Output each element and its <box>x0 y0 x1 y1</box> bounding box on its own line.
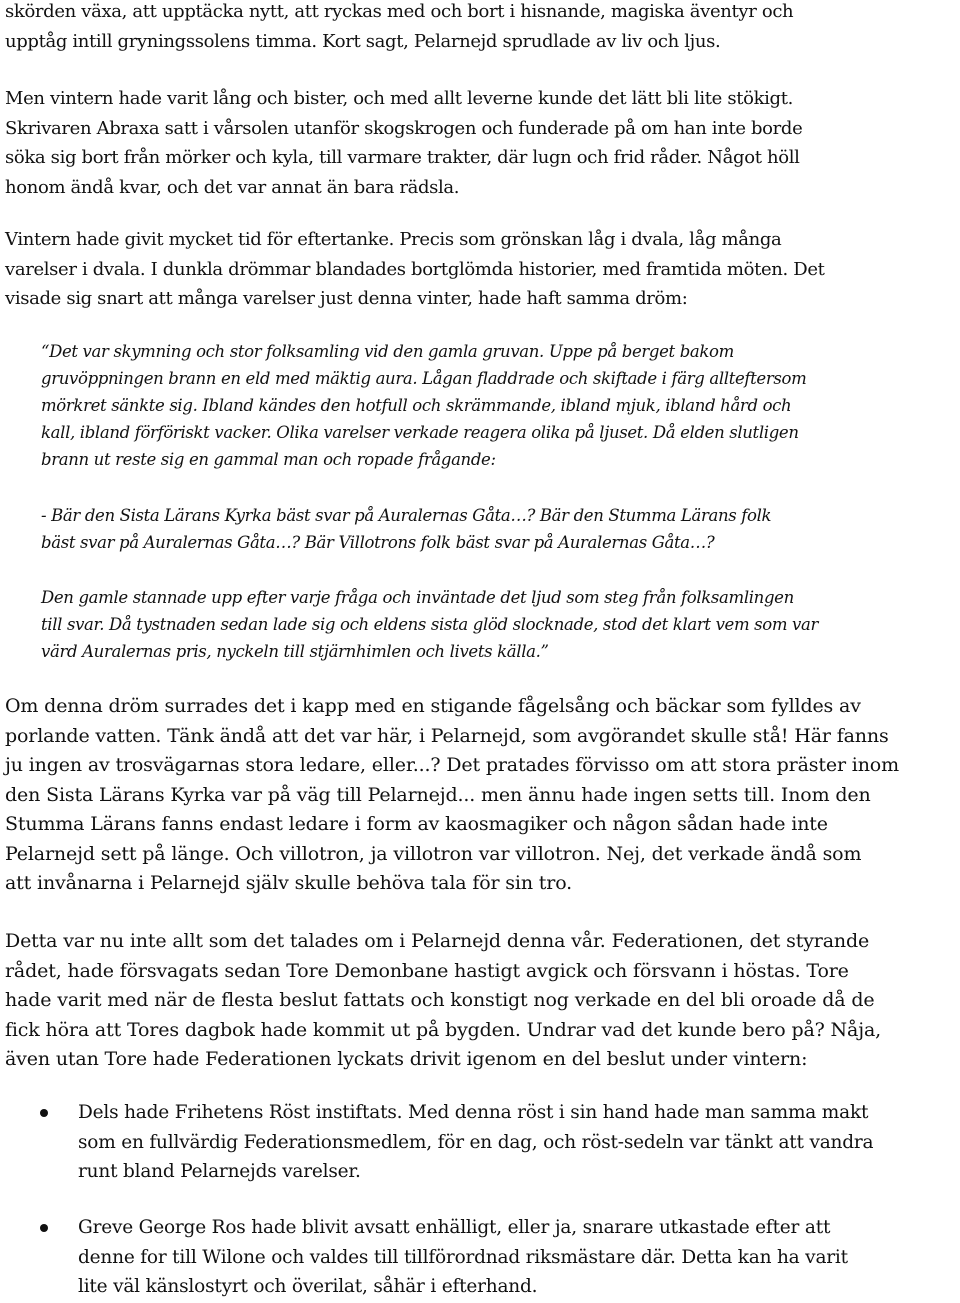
text-line: varelser i dvala. I dunkla drömmar blandades bortglömda historier, med framtida möten. Det <box>5 258 825 280</box>
quote-line: - Bär den Sista Lärans Kyrka bäst svar på Auralernas Gåta…? Bär den Stumma Lärans folk <box>41 506 772 525</box>
quote-line: gruvöppningen brann en eld med mäktig aura. Lågan fladdrade och skiftade i färg allteftersom <box>41 369 807 388</box>
dream-quote-part-2 <box>5 502 941 556</box>
quote-line: bäst svar på Auralernas Gåta…? Bär Villotrons folk bäst svar på Auralernas Gåta…? <box>41 533 715 552</box>
text-line: porlande vatten. Tänk ändå att det var här, i Pelarnejd, som avgörandet skulle stå! Här fanns <box>5 724 889 747</box>
text-line: att invånarna i Pelarnejd själv skulle behöva tala för sin tro. <box>5 872 573 894</box>
text-line: Men vintern hade varit lång och bister, och med allt leverne kunde det lätt bli lite stökigt. <box>5 88 793 109</box>
quote-line: mörkret sänkte sig. Ibland kändes den hotfull och skrämmande, ibland mjuk, ibland hård och <box>41 396 792 415</box>
dream-quote-part-1 <box>5 338 941 473</box>
text-line: ju ingen av trosvägarnas stora ledare, eller...? Det pratades förvisso om att stora präster inom <box>5 754 899 776</box>
text-line: Stumma Lärans fanns endast ledare i form av kaosmagiker och någon sådan hade inte <box>5 813 828 835</box>
quote-line: “Det var skymning och stor folksamling vid den gamla gruvan. Uppe på berget bakom <box>41 342 734 361</box>
text-line: skörden växa, att upptäcka nytt, att ryckas med och bort i hisnande, magiska äventyr och <box>5 1 794 22</box>
text-line: Om denna dröm surrades det i kapp med en stigande fågelsång och bäckar som fylldes av <box>5 695 861 717</box>
text-line: rådet, hade försvagats sedan Tore Demonbane hastigt avgick och försvann i höstas. Tore <box>5 959 849 982</box>
text-line: som en fullvärdig Federationsmedlem, för en dag, och röst-sedeln var tänkt att vandra <box>78 1131 874 1153</box>
text-line: honom ändå kvar, och det var annat än bara rädsla. <box>5 176 460 198</box>
text-line: Detta var nu inte allt som det talades om i Pelarnejd denna vår. Federationen, det styrande <box>5 930 870 952</box>
text-line: visade sig snart att många varelser just denna vinter, hade haft samma dröm: <box>5 288 688 309</box>
text-line: Greve George Ros hade blivit avsatt enhälligt, eller ja, snarare utkastade efter att <box>78 1217 831 1238</box>
text-line: även utan Tore hade Federationen lyckats drivit igenom en del beslut under vintern: <box>5 1048 808 1070</box>
text-line: Vintern hade givit mycket tid för eftertanke. Precis som grönskan låg i dvala, låg många <box>5 229 782 250</box>
text-line: hade varit med när de flesta beslut fattats och konstigt nog verkade en del bli oroade då de <box>5 989 875 1011</box>
text-line: söka sig bort från mörker och kyla, till varmare trakter, där lugn och frid råder. Något höll <box>5 147 800 168</box>
text-line: denne for till Wilone och valdes till tillförordnad riksmästare där. Detta kan ha varit <box>78 1246 848 1268</box>
list-item <box>5 1098 955 1187</box>
quote-line: kall, ibland förföriskt vacker. Olika varelser verkade reagera olika på ljuset. Då elden slutligen <box>41 423 799 442</box>
list-item <box>5 1213 955 1302</box>
text-line: lite väl känslostyrt och överilat, såhär i efterhand. <box>78 1276 538 1297</box>
quote-line: Den gamle stannade upp efter varje fråga och inväntade det ljud som steg från folksamlingen <box>41 588 794 607</box>
paragraph-federation <box>5 927 955 1075</box>
quote-line: brann ut reste sig en gammal man och ropade frågande: <box>41 450 496 469</box>
paragraph-winter <box>5 84 955 202</box>
bullet-icon <box>40 1109 48 1117</box>
text-line: Dels hade Frihetens Röst instiftats. Med denna röst i sin hand hade man samma makt <box>78 1102 869 1123</box>
text-line: upptåg intill gryningssolens timma. Kort sagt, Pelarnejd sprudlade av liv och ljus. <box>5 30 721 52</box>
text-line: Pelarnejd sett på länge. Och villotron, ja villotron var villotron. Nej, det verkade ändå som <box>5 842 862 865</box>
quote-line: värd Auralernas pris, nyckeln till stjärnhimlen och livets källa.” <box>41 642 549 661</box>
dream-quote-part-3 <box>5 584 941 665</box>
bullet-icon <box>40 1224 48 1232</box>
paragraph-intro-end <box>5 0 955 56</box>
paragraph-reflection <box>5 225 955 314</box>
quote-line: till svar. Då tystnaden sedan lade sig och eldens sista glöd slocknade, stod det klart vem som var <box>41 615 819 634</box>
text-line: Skrivaren Abraxa satt i vårsolen utanför skogskrogen och funderade på om han inte borde <box>5 117 803 139</box>
text-line: runt bland Pelarnejds varelser. <box>78 1161 361 1182</box>
paragraph-dream-rumours <box>5 692 955 899</box>
text-line: den Sista Lärans Kyrka var på väg till Pelarnejd... men ännu hade ingen setts till. Inom den <box>5 783 871 806</box>
text-line: fick höra att Tores dagbok hade kommit ut på bygden. Undrar vad det kunde bero på? Nåja, <box>5 1018 882 1041</box>
